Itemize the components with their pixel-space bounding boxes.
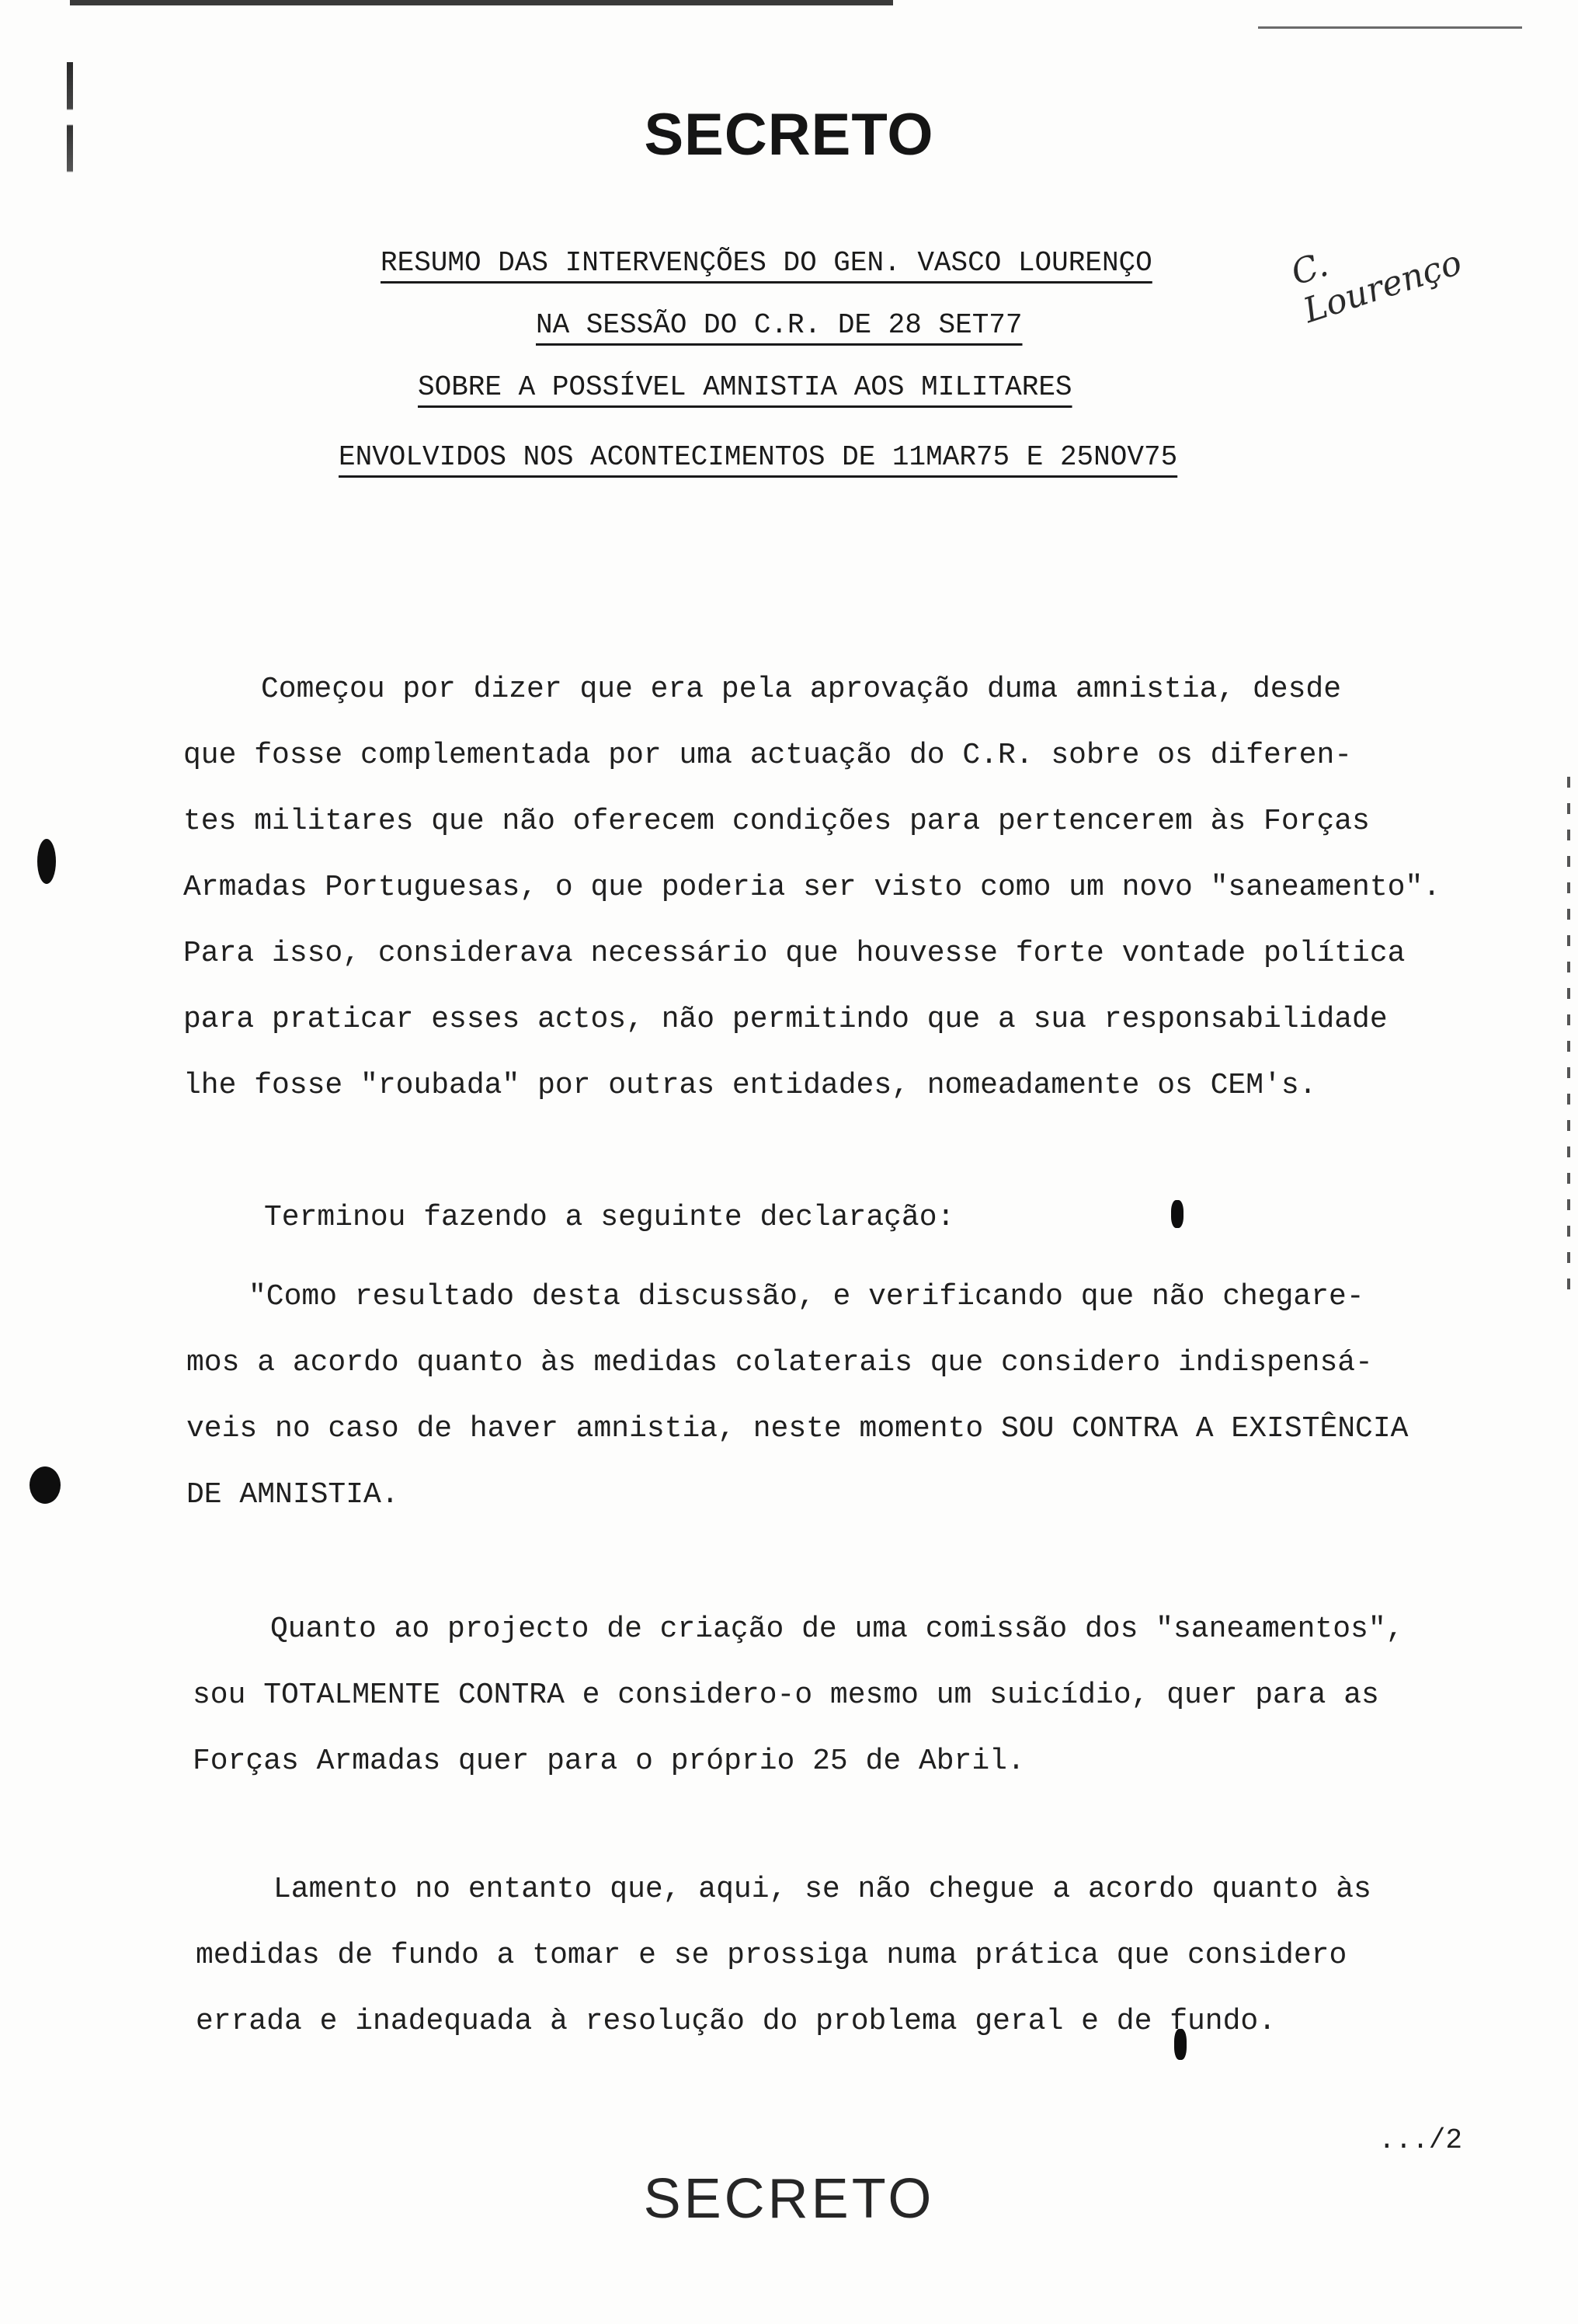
- paragraph-line: mos a acordo quanto às medidas colaterais que considero indispensá-: [186, 1346, 1373, 1379]
- paragraph-line: veis no caso de haver amnistia, neste momento SOU CONTRA A EXISTÊNCIA: [186, 1412, 1409, 1446]
- paragraph-line: errada e inadequada à resolução do problema geral e de fundo.: [196, 2005, 1277, 2038]
- paragraph-line: lhe fosse "roubada" por outras entidades, nomeadamente os CEM's.: [183, 1069, 1317, 1102]
- scan-margin-streak-right: [1567, 777, 1570, 1305]
- paragraph-line: que fosse complementada por uma actuação do C.R. sobre os diferen-: [183, 739, 1353, 772]
- scan-edge-line: [70, 0, 893, 5]
- paragraph-line: Lamento no entanto que, aqui, se não chegue a acordo quanto às: [273, 1873, 1371, 1906]
- classification-stamp-bottom: SECRETO: [643, 2168, 935, 2230]
- paragraph-line: Forças Armadas quer para o próprio 25 de Abril.: [193, 1745, 1025, 1778]
- paragraph-3-declaration: [186, 1264, 1408, 1528]
- paragraph-line: para praticar esses actos, não permitindo que a sua responsabilidade: [183, 1003, 1388, 1036]
- paragraph-2: [264, 1185, 954, 1251]
- punch-hole-mark: [30, 1466, 61, 1504]
- paragraph-line: medidas de fundo a tomar e se prossiga numa prática que considero: [196, 1939, 1347, 1972]
- paragraph-line: Quanto ao projecto de criação de uma comissão dos "saneamentos",: [270, 1613, 1404, 1646]
- paragraph-line: Terminou fazendo a seguinte declaração:: [264, 1201, 955, 1234]
- ink-speck: [1171, 1200, 1184, 1228]
- header-line-3: SOBRE A POSSÍVEL AMNISTIA AOS MILITARES: [418, 371, 1072, 403]
- paragraph-line: sou TOTALMENTE CONTRA e considero-o mesmo um suicídio, quer para as: [193, 1679, 1379, 1712]
- paragraph-line: tes militares que não oferecem condições para pertencerem às Forças: [183, 805, 1370, 838]
- paragraph-line: Armadas Portuguesas, o que poderia ser visto como um novo "saneamento".: [183, 871, 1441, 904]
- header-line-2: NA SESSÃO DO C.R. DE 28 SET77: [536, 309, 1023, 341]
- header-line-4: ENVOLVIDOS NOS ACONTECIMENTOS DE 11MAR75 E 25NOV75: [339, 441, 1178, 473]
- classification-stamp-top: SECRETO: [644, 102, 934, 168]
- paragraph-line: DE AMNISTIA.: [186, 1478, 399, 1512]
- continuation-page-marker: .../2: [1378, 2124, 1463, 2156]
- paragraph-line: Começou por dizer que era pela aprovação duma amnistia, desde: [261, 673, 1342, 706]
- header-line-1: RESUMO DAS INTERVENÇÕES DO GEN. VASCO LOURENÇO: [381, 247, 1152, 279]
- handwritten-signature: C. Lourenço: [1286, 242, 1467, 332]
- punch-hole-mark: [37, 839, 56, 884]
- paragraph-line: Para isso, considerava necessário que houvesse forte vontade política: [183, 937, 1406, 970]
- paragraph-1: [183, 656, 1441, 1119]
- paragraph-line: "Como resultado desta discussão, e verificando que não chegare-: [249, 1280, 1364, 1313]
- scan-edge-line-right: [1258, 26, 1522, 29]
- paragraph-5: [196, 1856, 1371, 2054]
- paragraph-4: [193, 1596, 1403, 1794]
